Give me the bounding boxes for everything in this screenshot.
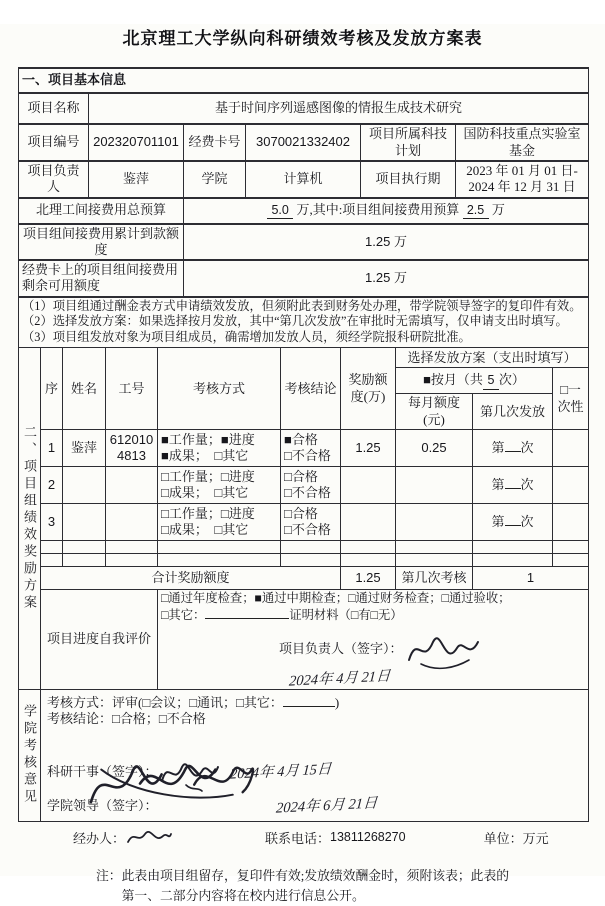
monthly-checkbox-text: ■按月（共	[423, 372, 483, 388]
pi-sign-line	[161, 630, 585, 688]
row3-which-payment: 第 次	[473, 503, 553, 540]
phone-value: 13811268270	[330, 830, 406, 845]
secretary-sign-date: 2024年 4月 15日	[229, 761, 332, 783]
fund-card-label: 经费卡号	[184, 124, 246, 161]
row2-id	[106, 466, 158, 503]
col-header-name: 姓名	[63, 348, 106, 430]
instruction-notes	[19, 297, 589, 348]
unit-label: 单位：	[483, 830, 523, 846]
leader-label: 项目负责人	[19, 161, 89, 198]
monthly-post-text: 次）	[498, 372, 525, 388]
total-value: 1.25	[341, 566, 396, 589]
budget-value	[184, 198, 589, 224]
blank-underline	[205, 606, 289, 619]
remain-value: 1.25 万	[184, 260, 589, 297]
monthly-option	[396, 368, 553, 394]
total-label: 合计奖励额度	[41, 566, 341, 589]
note-3: （3）项目组发放对象为项目组成员，确需增加发放人员，须经学院报科研院批准。	[22, 330, 471, 345]
col-header-amount: 奖励额度(万)	[341, 348, 396, 430]
document-page	[0, 24, 605, 903]
row2-monthly	[396, 466, 473, 503]
section1-header: 一、项目基本信息	[19, 68, 589, 93]
college-leader-signature	[81, 747, 259, 816]
row2-result: □合格 □不合格	[281, 466, 341, 503]
row3-result: □合格 □不合格	[281, 503, 341, 540]
row1-method: ■工作量；■进度 ■成果； □其它	[158, 429, 281, 466]
section2-table	[18, 347, 589, 689]
row3-name	[63, 503, 106, 540]
row1-once	[553, 429, 589, 466]
blank-underline	[505, 476, 521, 489]
remain-label: 经费卡上的项目组间接费用剩余可用额度	[19, 260, 184, 297]
row3-amount	[341, 503, 396, 540]
unit-value: 万元	[522, 830, 549, 846]
row1-result: ■合格 □不合格	[281, 429, 341, 466]
note-body: 此表由项目组留存，复印件有效;发放绩效酬金时，须附该表；此表的第一、二部分内容将在校内进行信息公开。	[121, 868, 510, 903]
row3-once	[553, 503, 589, 540]
pi-signature	[403, 630, 481, 670]
section3-vertical-label: 学院考核意见	[19, 689, 41, 821]
self-eval-label: 项目进度自我评价	[41, 589, 158, 689]
row2-method: □工作量；□进度 □成果； □其它	[158, 466, 281, 503]
row2-name	[63, 466, 106, 503]
leader-value: 鉴萍	[89, 161, 184, 198]
budget-unit-text: 万	[491, 201, 505, 217]
row1-name: 鉴萍	[63, 429, 106, 466]
project-no-value: 202320701101	[89, 124, 184, 161]
secretary-sign-label: 科研干事（签字）：	[47, 764, 158, 780]
table-row	[19, 503, 589, 540]
col-header-monthly-amount: 每月额度(元)	[396, 394, 473, 430]
row2-once	[553, 466, 589, 503]
table-row	[19, 429, 589, 466]
period-label: 项目执行期	[361, 161, 456, 198]
college-label: 学院	[184, 161, 246, 198]
section1-table	[18, 67, 589, 348]
row1-monthly: 0.25	[396, 429, 473, 466]
bottom-note	[96, 867, 518, 906]
empty-row	[19, 553, 589, 566]
project-no-label: 项目编号	[19, 124, 89, 161]
col-header-method: 考核方式	[158, 348, 281, 430]
col-header-which-payment: 第几次发放	[473, 394, 553, 430]
page-title: 北京理工大学纵向科研绩效考核及发放方案表	[122, 29, 483, 48]
self-eval-row	[19, 589, 589, 689]
budget-total: 5.0	[267, 203, 293, 220]
agent-signature	[125, 828, 173, 846]
row3-monthly	[396, 503, 473, 540]
college-value: 计算机	[246, 161, 361, 198]
period-value: 2023 年 01 月 01 日- 2024 年 12 月 31 日	[456, 161, 589, 198]
self-eval-checks: □通过年度检查；■通过中期检查；□通过财务检查；□通过验收；	[161, 590, 511, 605]
blank-underline	[283, 694, 335, 707]
project-name-label: 项目名称	[19, 93, 89, 124]
once-option: □一次性	[553, 368, 589, 430]
table-row	[19, 466, 589, 503]
total-row	[19, 566, 589, 589]
row1-id: 6120104813	[106, 429, 158, 466]
row1-seq: 1	[41, 429, 63, 466]
col-header-id: 工号	[106, 348, 158, 430]
note-1: （1）项目组通过酬金表方式申请绩效发放，但须附此表到财务处办理，带学院领导签字的复印件有效。	[22, 298, 582, 313]
section2-vertical-label: 二、项目组绩效奖励方案	[19, 348, 41, 689]
handler-line	[73, 828, 588, 847]
budget-label: 北理工间接费用总预算	[19, 198, 184, 224]
row1-amount: 1.25	[341, 429, 396, 466]
review-method-line: 考核方式：评审(□会议；□通讯；□其它： )	[47, 694, 340, 710]
blank-underline	[505, 513, 521, 526]
row3-id	[106, 503, 158, 540]
arrived-label: 项目组间接费用累计到款额度	[19, 224, 184, 261]
note-2: （2）选择发放方案：如果选择按月发放，其中“第几次发放”在审批时无需填写，仅申请支出时填写。	[22, 314, 568, 329]
leader-sign-label: 学院领导（签字）：	[47, 798, 158, 814]
agent-label: 经办人：	[73, 830, 126, 846]
plan-value: 国防科技重点实验室基金	[456, 124, 589, 161]
pi-sign-date: 2024年 4月 21日	[288, 667, 391, 690]
blank-underline	[505, 439, 521, 452]
note-prefix: 注：	[96, 868, 122, 883]
pi-sign-label: 项目负责人（签字）：	[279, 640, 403, 656]
budget-group: 2.5	[463, 203, 489, 220]
row2-amount	[341, 466, 396, 503]
fund-card-value: 3070021332402	[246, 124, 361, 161]
row1-which-payment: 第 次	[473, 429, 553, 466]
self-eval-other: □其它： 证明材料（□有□无）	[161, 608, 403, 623]
phone-label: 联系电话：	[265, 830, 331, 846]
review-result-line: 考核结论：□合格；□不合格	[47, 711, 206, 727]
empty-row	[19, 540, 589, 553]
plan-label: 项目所属科技计划	[361, 124, 456, 161]
row2-which-payment: 第 次	[473, 466, 553, 503]
self-eval-content	[158, 589, 589, 689]
col-header-seq: 序	[41, 348, 63, 430]
which-exam-label: 第几次考核	[396, 566, 473, 589]
which-exam-value: 1	[473, 566, 589, 589]
row2-seq: 2	[41, 466, 63, 503]
row3-method: □工作量；□进度 □成果； □其它	[158, 503, 281, 540]
leader-sign-date: 2024年 6月 21日	[275, 795, 378, 817]
project-name-value: 基于时间序列遥感图像的情报生成技术研究	[89, 93, 589, 124]
monthly-count: 5	[483, 373, 499, 390]
budget-mid-text: 万,其中:项目组间接费用预算	[296, 201, 460, 217]
row3-seq: 3	[41, 503, 63, 540]
plan-choice-header: 选择发放方案（支出时填写）	[396, 348, 589, 368]
arrived-value: 1.25 万	[184, 224, 589, 261]
col-header-result: 考核结论	[281, 348, 341, 430]
